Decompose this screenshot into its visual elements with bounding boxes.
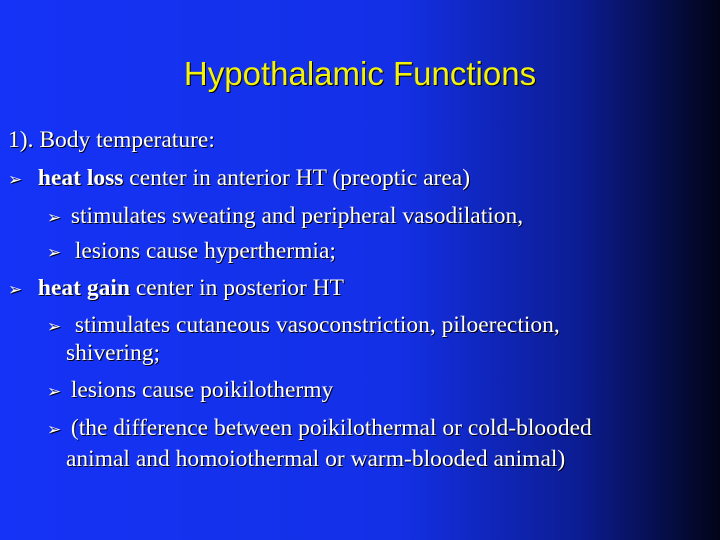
bullet-text: lesions cause hyperthermia;: [74, 238, 336, 264]
arrow-bullet-icon: ➢: [47, 243, 62, 263]
bullet-item: [8, 275, 344, 303]
bullet-text: heat gain center in posterior HT: [37, 275, 344, 301]
bullet-text: (the difference between poikilothermal or cold-blooded: [70, 415, 592, 441]
sub-bullet-item: [47, 238, 336, 266]
intro-text: 1). Body temperature:: [8, 127, 215, 153]
sub-bullet-item: [47, 203, 523, 231]
bullet-text: stimulates cutaneous vasoconstriction, piloerection,: [74, 312, 560, 338]
sub-bullet-item: [47, 312, 560, 340]
continuation-line: [66, 340, 160, 366]
continuation-line: [66, 446, 565, 472]
arrow-bullet-icon: ➢: [47, 420, 62, 440]
arrow-bullet-icon: ➢: [8, 280, 23, 300]
sub-bullet-item: [47, 415, 592, 443]
bullet-text: heat loss center in anterior HT (preoptic area): [37, 165, 471, 191]
arrow-bullet-icon: ➢: [47, 208, 62, 228]
arrow-bullet-icon: ➢: [8, 170, 23, 190]
arrow-bullet-icon: ➢: [47, 317, 62, 337]
slide-title: Hypothalamic Functions: [183, 55, 537, 92]
sub-bullet-item: [47, 377, 333, 405]
intro-line: [8, 127, 215, 153]
bullet-text: shivering;: [66, 340, 160, 366]
bullet-text: animal and homoiothermal or warm-blooded animal): [66, 446, 566, 472]
bullet-item: [8, 165, 470, 193]
bullet-text: lesions cause poikilothermy: [70, 377, 334, 403]
arrow-bullet-icon: ➢: [47, 382, 62, 402]
bullet-text: stimulates sweating and peripheral vasodilation,: [70, 203, 524, 229]
